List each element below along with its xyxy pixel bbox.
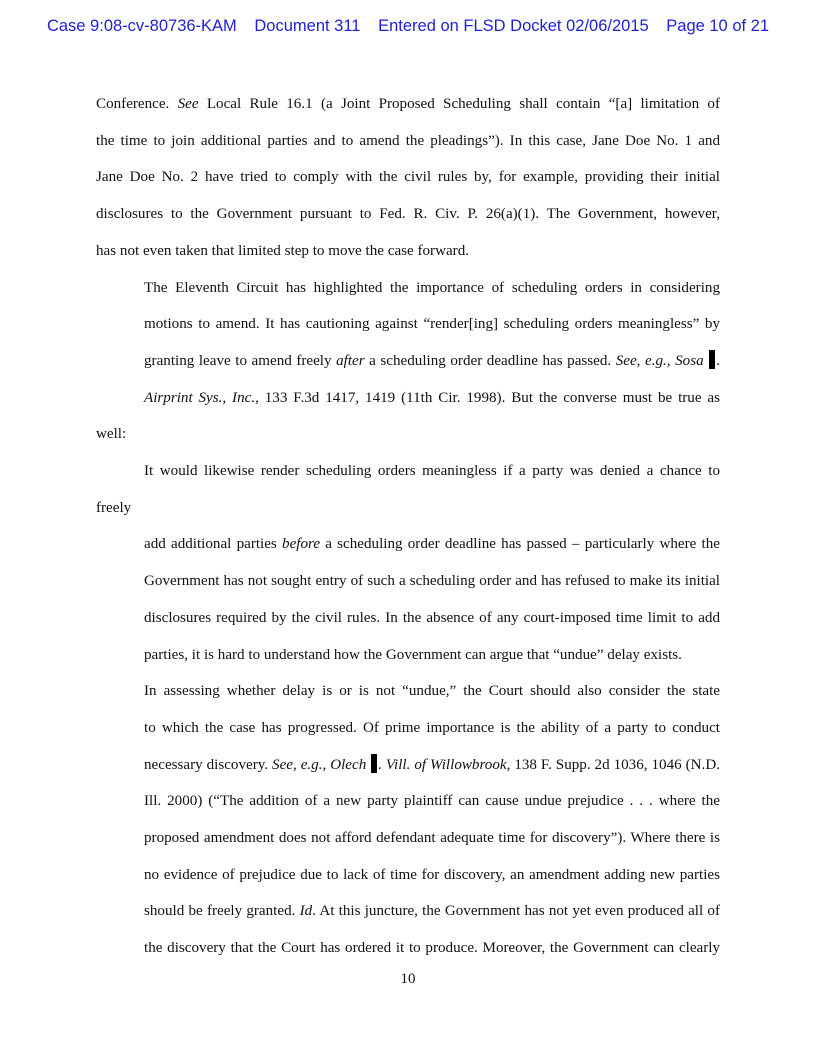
italic-text: . Vill. of Willowbrook,: [378, 756, 511, 773]
page-number: 10: [400, 971, 416, 987]
paragraph: [96, 270, 720, 674]
text-line: [96, 710, 720, 747]
document-number: Document 311: [254, 17, 361, 35]
document-body: [96, 86, 720, 967]
text-line: [96, 123, 720, 160]
text-run: necessary discovery.: [144, 756, 273, 773]
text-line: [96, 783, 720, 820]
italic-text: See: [177, 96, 199, 112]
text-run: , 133 F.3d 1417, 1419 (11th Cir. 1998). But the converse must be true as well:: [96, 389, 720, 443]
text-run: a scheduling order deadline has passed.: [364, 352, 616, 369]
text-run: the time to join additional parties and to amend the pleadings”). In this case, Jane Doe No. 1 and: [96, 132, 720, 149]
text-line: [96, 857, 720, 894]
text-line: [96, 747, 720, 784]
text-run: Jane Doe No. 2 have tried to comply with the civil rules by, for example, providing their initial: [96, 169, 720, 186]
italic-text: Airprint Sys., Inc.: [144, 389, 256, 406]
text-line: [96, 233, 720, 270]
text-run: The Eleventh Circuit has highlighted the importance of scheduling orders in considering: [144, 279, 720, 296]
paragraph: [96, 86, 720, 270]
paragraph: [96, 673, 720, 967]
page-count: Page 10 of 21: [666, 17, 770, 35]
text-run: In assessing whether delay is or is not “undue,” the Court should also consider the state: [144, 683, 720, 700]
text-line: [96, 343, 720, 380]
text-line: [96, 930, 720, 967]
text-run: granting leave to amend freely: [144, 352, 337, 369]
text-run: disclosures to the Government pursuant to Fed. R. Civ. P. 26(a)(1). The Government, however,: [96, 206, 720, 223]
text-line: [96, 196, 720, 233]
text-line: [96, 86, 720, 123]
docket-header: [0, 17, 816, 36]
text-line: [96, 380, 720, 453]
redaction-mark: [371, 754, 377, 773]
text-run: motions to amend. It has cautioning against “render[ing] scheduling orders meaningless” by: [144, 316, 720, 333]
text-run: to which the case has progressed. Of prime importance is the ability of a party to conduct: [144, 719, 720, 736]
redaction-mark: [709, 350, 715, 369]
text-run: a scheduling order deadline has passed – particularly where the: [320, 536, 720, 553]
text-line: [96, 673, 720, 710]
case-number: Case 9:08-cv-80736-KAM: [46, 17, 237, 35]
italic-text: Id: [299, 903, 313, 920]
text-run: Ill. 2000) (“The addition of a new party plaintiff can cause undue prejudice . . . where the: [144, 793, 720, 810]
text-run: Conference.: [96, 96, 178, 112]
text-run: It would likewise render scheduling orders meaningless if a party was denied a chance to freely: [96, 463, 720, 516]
text-line: [96, 270, 720, 307]
text-run: no evidence of prejudice due to lack of time for discovery, an amendment adding new parties: [144, 866, 720, 883]
italic-text: See, e.g., Olech: [272, 756, 367, 773]
text-run: Government has not sought entry of such a scheduling order and has refused to make its initial: [144, 573, 720, 590]
italic-text: after: [336, 352, 365, 369]
text-line: [96, 637, 720, 674]
italic-text: See, e.g., Sosa: [615, 352, 704, 369]
text-run: .: [716, 352, 720, 369]
docket-entry: Entered on FLSD Docket 02/06/2015: [378, 17, 649, 35]
text-run: parties, it is hard to understand how the Government can argue that “undue” delay exists.: [144, 646, 682, 663]
text-run: [366, 757, 370, 773]
text-line: [96, 820, 720, 857]
text-run: add additional parties: [144, 536, 283, 553]
text-run: proposed amendment does not afford defendant adequate time for discovery”). Where there is: [144, 830, 720, 847]
text-run: [704, 353, 709, 369]
text-line: [96, 600, 720, 637]
text-line: [96, 159, 720, 196]
text-run: . At this juncture, the Government has not yet even produced all of: [312, 903, 720, 920]
text-run: disclosures required by the civil rules. In the absence of any court-imposed time limit to add: [144, 609, 720, 626]
text-run: has not even taken that limited step to move the case forward.: [96, 242, 470, 259]
text-line: [96, 526, 720, 563]
text-line: [96, 306, 720, 343]
text-run: should be freely granted.: [144, 903, 300, 920]
text-line: [96, 563, 720, 600]
italic-text: before: [282, 536, 321, 553]
text-line: [96, 453, 720, 526]
text-run: 138 F. Supp. 2d 1036, 1046 (N.D.: [510, 756, 721, 773]
text-run: the discovery that the Court has ordered it to produce. Moreover, the Government can clearly: [144, 940, 720, 957]
text-line: [96, 893, 720, 930]
text-run: Local Rule 16.1 (a Joint Proposed Scheduling shall contain “[a] limitation of: [198, 96, 720, 112]
